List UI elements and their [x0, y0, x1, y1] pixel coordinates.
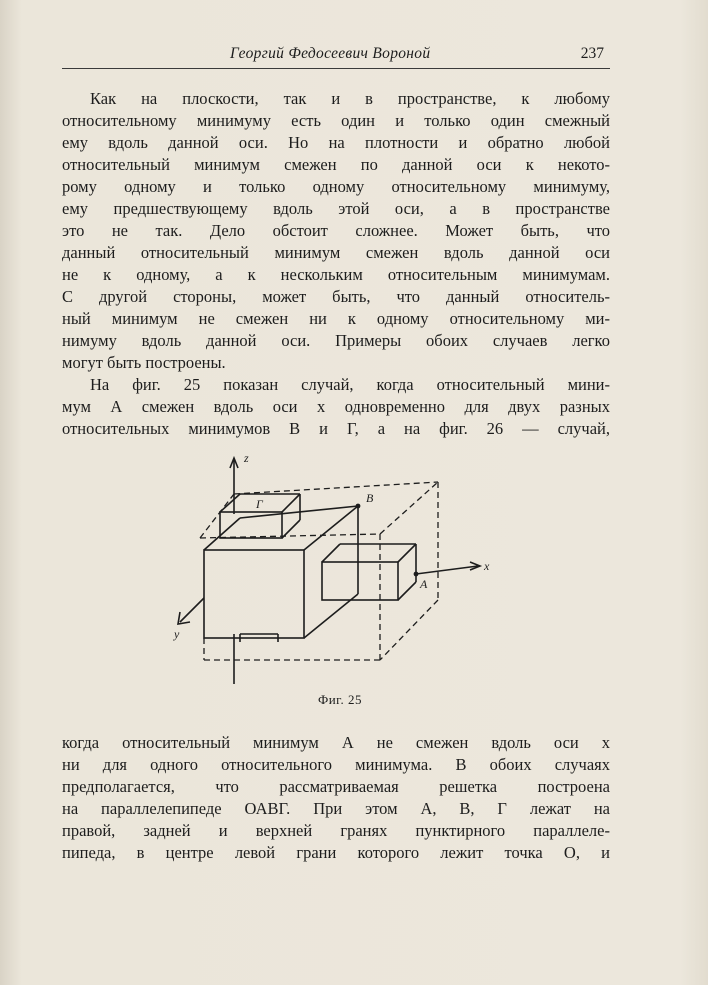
- text-line: мум А смежен вдоль оси x одновременно для двух разных: [62, 397, 610, 416]
- label-a: А: [420, 577, 428, 591]
- text-line: относительный минимум смежен по данной оси к некото-: [62, 155, 610, 174]
- text-line: не к одному, а к нескольким относительным минимумам.: [62, 265, 610, 284]
- body-text-top: [62, 88, 610, 440]
- box-a: [322, 544, 416, 600]
- point-b: [356, 504, 361, 509]
- text-line: это не так. Дело обстоит сложнее. Может быть, что: [62, 221, 610, 240]
- text-line: могут быть построены.: [62, 353, 226, 372]
- x-axis-line: [416, 566, 478, 574]
- dashed-parallelepiped: [200, 482, 438, 660]
- text-line: ему вдоль данной оси. Но на плотности и обратно любой: [62, 133, 610, 152]
- text-line: относительных минимумов В и Г, а на фиг. 26 — случай,: [62, 419, 610, 438]
- text-line: нимуму вдоль данной оси. Примеры обоих случаев легко: [62, 331, 610, 350]
- text-line: На фиг. 25 показан случай, когда относительный мини-: [90, 375, 610, 394]
- text-line: рому одному и только одному относительному минимуму,: [62, 177, 610, 196]
- text-line: пипеда, в центре левой грани которого лежит точка О, и: [62, 843, 610, 862]
- page-header: [62, 42, 610, 69]
- text-line: ный минимум не смежен ни к одному относительному ми-: [62, 309, 610, 328]
- page-number: 237: [580, 45, 604, 62]
- label-b: В: [366, 491, 374, 505]
- text-line: на параллелепипеде ОАВГ. При этом А, В, Г лежат на: [62, 799, 610, 818]
- figure-25: [160, 448, 520, 690]
- text-line: правой, задней и верхней гранях пунктирного параллеле-: [62, 821, 610, 840]
- text-line: С другой стороны, может быть, что данный относитель-: [62, 287, 610, 306]
- text-line: ни для одного относительного минимума. В обоих случаях: [62, 755, 610, 774]
- figure-diagram: [160, 448, 520, 690]
- text-line: Как на плоскости, так и в пространстве, к любому: [90, 89, 610, 108]
- text-line: ему предшествующему вдоль этой оси, а в пространстве: [62, 199, 610, 218]
- text-line: относительному минимуму есть один и только один смежный: [62, 111, 610, 130]
- label-x: x: [484, 559, 490, 573]
- text-line: данный относительный минимум смежен вдоль данной оси: [62, 243, 610, 262]
- label-g: Г: [256, 497, 263, 511]
- main-cube: [204, 506, 358, 638]
- text-line: предполагается, что рассматриваемая решетка построена: [62, 777, 610, 796]
- text-line: когда относительный минимум А не смежен вдоль оси x: [62, 733, 610, 752]
- label-z: z: [244, 451, 249, 465]
- running-head: Георгий Федосеевич Вороной: [230, 45, 431, 62]
- point-a: [414, 572, 419, 577]
- label-y: y: [174, 627, 180, 641]
- figure-caption: Фиг. 25: [317, 692, 363, 707]
- body-text-bottom: [62, 732, 610, 864]
- y-axis-line: [180, 598, 204, 622]
